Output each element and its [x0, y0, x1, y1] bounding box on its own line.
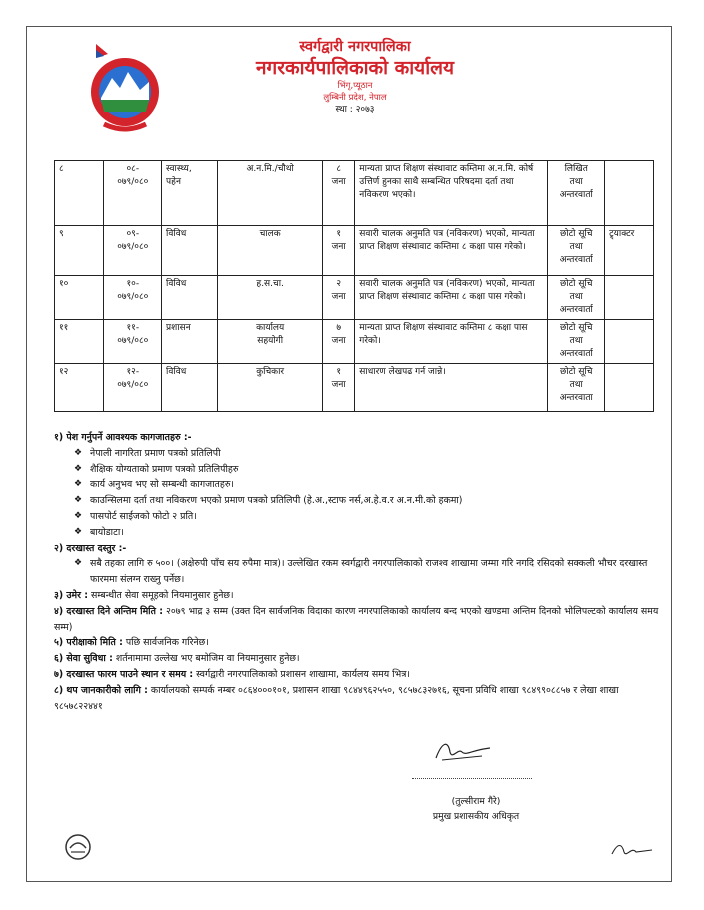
- reference-cell: ०९- ०७९/०८०: [104, 226, 162, 276]
- signature-image: [432, 738, 494, 764]
- remarks-cell: [605, 364, 654, 412]
- service-cell: प्रशासन: [162, 320, 218, 364]
- selection-method-cell: छोटो सूचि तथा अन्तरवाता: [548, 364, 605, 412]
- remarks-cell: [605, 276, 654, 320]
- serial-cell: १०: [55, 276, 104, 320]
- exam-date-section: ५) परीक्षाको मिति : पछि सार्वजनिक गरिनेछ।: [54, 637, 209, 649]
- count-cell: १ जना: [323, 364, 355, 412]
- diamond-bullet-icon: ❖: [74, 447, 83, 458]
- office-header: [180, 38, 530, 116]
- count-cell: ७ जना: [323, 320, 355, 364]
- fee-detail: ❖ सबै तहका लागि रु ५००। (अक्षेरुपी पाँच सय रुपैमा मात्र)। उल्लेखित रकम स्वर्गद्वारी नगरपालिकाको राजश्व शाखामा जम्मा गरि नगदि रसिदको सक्कली भौचर दरखास्त फारममा संलग्न राख्नु पर्नेछ।: [74, 558, 648, 586]
- qualification-cell: सवारी चालक अनुमति पत्र (नविकरण) भएको, मान्यता प्राप्त शिक्षण संस्थावाट कम्तिमा ८ कक्षा पास गरेको।: [355, 276, 548, 320]
- selection-method-cell: छोटो सूचि तथा अन्तरवार्ता: [548, 276, 605, 320]
- table-row: [55, 364, 654, 412]
- table-row: [55, 226, 654, 276]
- list-item: ❖ पासपोर्ट साईजको फोटो २ प्रति।: [74, 509, 664, 525]
- signatory-designation: प्रमुख प्रशासकीय अधिकृत: [432, 811, 520, 822]
- diamond-bullet-icon: ❖: [74, 463, 83, 474]
- remarks-cell: [605, 161, 654, 226]
- remarks-cell: ट्र्याक्टर: [605, 226, 654, 276]
- vacancy-table: [54, 160, 654, 412]
- selection-method-cell: छोटो सूचि तथा अन्तरवार्ता: [548, 320, 605, 364]
- post-cell: कार्यालय सहयोगी: [218, 320, 323, 364]
- diamond-bullet-icon: ❖: [74, 526, 83, 537]
- diamond-bullet-icon: ❖: [74, 510, 83, 521]
- count-cell: ८ जना: [323, 161, 355, 226]
- office-name: नगरकार्यपालिकाको कार्यालय: [255, 57, 455, 79]
- office-location: भिंगृ,प्यूठान: [337, 81, 373, 91]
- reference-cell: ११- ०७९/०८०: [104, 320, 162, 364]
- list-item: ❖ कार्य अनुभव भए सो सम्बन्धी कागजातहरु।: [74, 477, 664, 493]
- remarks-cell: [605, 320, 654, 364]
- established-year: स्था : २०७३: [335, 105, 375, 115]
- qualification-cell: सवारी चालक अनुमति पत्र (नविकरण) भएको, मान्यता प्राप्त शिक्षण संस्थावाट कम्तिमा ८ कक्षा पास गरेको।: [355, 226, 548, 276]
- post-cell: ह.स.चा.: [218, 276, 323, 320]
- qualification-cell: साधारण लेखपढ गर्न जान्ने।: [355, 364, 548, 412]
- serial-cell: ८: [55, 161, 104, 226]
- notice-body: [54, 430, 664, 714]
- initials-signature-image: [608, 840, 656, 860]
- list-item: ❖ शैक्षिक योग्यताको प्रमाण पत्रको प्रतिलिपीहरु: [74, 462, 664, 478]
- post-cell: अ.न.मि./चौथो: [218, 161, 323, 226]
- documents-heading: १) पेश गर्नुपर्ने आवश्यक कागजातहरु :-: [54, 432, 192, 443]
- deadline-section: ४) दरखास्त दिने अन्तिम मिति : २०७९ भाद्र ३ सम्म (उक्त दिन सार्वजनिक विदाका कारण नगरपालिकाको कार्यालय बन्द भएको खण्डमा अन्तिम दिनको भोलिपल्टको कार्यालय समय सम्म): [54, 605, 659, 633]
- list-item: ❖ नेपाली नागरिता प्रमाण पत्रको प्रतिलिपी: [74, 446, 664, 462]
- selection-method-cell: छोटो सूचि तथा अन्तरवार्ता: [548, 226, 605, 276]
- benefits-section: ६) सेवा सुविधा : शर्तनामामा उल्लेख भए बमोजिम वा नियमानुसार हुनेछ।: [54, 653, 300, 665]
- diamond-bullet-icon: ❖: [74, 558, 83, 569]
- post-cell: कुचिकार: [218, 364, 323, 412]
- age-section: ३) उमेर : सम्बन्धीत सेवा समूहको नियमानुसार हुनेछ।: [54, 589, 234, 601]
- signatory-name: (तुल्सीराम गैरे): [451, 796, 501, 807]
- reference-cell: १०- ०७९/०८०: [104, 276, 162, 320]
- contact-section: ८) थप जानकारीको लागि : कार्यालयको सम्पर्क नम्बर ०८६४०००१०१, प्रशासन शाखा ९८४४९६२५५०, ९८५७८३२७१६, सूचना प्रविधि शाखा ९८४९९०८८५७ र लेखा शाखा ९८५७८२२४४१: [54, 684, 619, 712]
- reference-cell: ०८- ०७९/०८०: [104, 161, 162, 226]
- stamp-icon: [62, 832, 94, 862]
- form-location-section: ७) दरखास्त फारम पाउने स्थान र समय : स्वर्गद्वारी नगरपालिकाको प्रशासन शाखामा, कार्यलय समय भित्र।: [54, 668, 410, 680]
- service-cell: विविध: [162, 226, 218, 276]
- table-row: [55, 276, 654, 320]
- table-row: [55, 161, 654, 226]
- documents-list: [54, 446, 664, 541]
- service-cell: विविध: [162, 364, 218, 412]
- qualification-cell: मान्यता प्राप्त शिक्षण संस्थावाट कम्तिमा अ.न.मि. कोर्ष उत्तिर्ण हुनका साथै सम्बन्धित परिषदमा दर्ता तथा नविकरण भएको।: [355, 161, 548, 226]
- list-item: ❖ बायोडाटा।: [74, 525, 664, 541]
- fee-heading: २) दरखास्त दस्तुर :-: [54, 542, 127, 554]
- count-cell: १ जना: [323, 226, 355, 276]
- office-province: लुम्बिनी प्रदेश, नेपाल: [323, 93, 387, 103]
- serial-cell: १२: [55, 364, 104, 412]
- selection-method-cell: लिखित तथा अन्तरवार्ता: [548, 161, 605, 226]
- diamond-bullet-icon: ❖: [74, 479, 83, 490]
- serial-cell: ९: [55, 226, 104, 276]
- signature-line: [412, 778, 532, 779]
- signatory-block: [410, 794, 542, 824]
- service-cell: स्वास्थ्य, पहेन: [162, 161, 218, 226]
- table-row: [55, 320, 654, 364]
- qualification-cell: मान्यता प्राप्त शिक्षण संस्थावाट कम्तिमा ८ कक्षा पास गरेको।: [355, 320, 548, 364]
- municipality-name: स्वर्गद्वारी नगरपालिका: [299, 39, 411, 55]
- service-cell: विविध: [162, 276, 218, 320]
- list-item: ❖ काउन्सिलमा दर्ता तथा नविकरण भएको प्रमाण पत्रको प्रतिलिपी (हे.अ.,स्टाफ नर्स,अ.हे.व.र अ.न.मी.को हकमा): [74, 493, 664, 509]
- post-cell: चालक: [218, 226, 323, 276]
- serial-cell: ११: [55, 320, 104, 364]
- diamond-bullet-icon: ❖: [74, 495, 83, 506]
- municipality-emblem-logo: [84, 42, 166, 138]
- count-cell: २ जना: [323, 276, 355, 320]
- reference-cell: १२- ०७९/०८०: [104, 364, 162, 412]
